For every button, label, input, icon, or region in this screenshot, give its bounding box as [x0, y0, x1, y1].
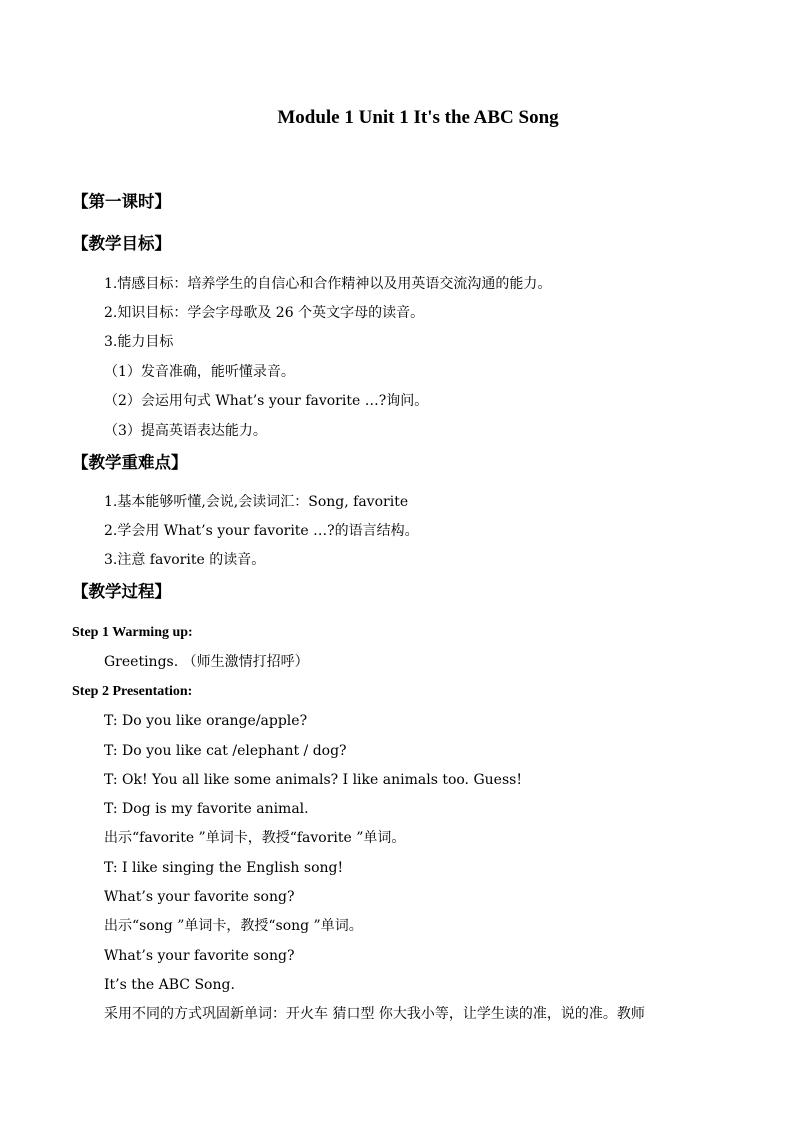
- objective-line: 3.能力目标: [104, 334, 174, 350]
- objective-line: 1.情感目标：培养学生的自信心和合作精神以及用英语交流沟通的能力。: [104, 276, 552, 292]
- step2-line: 出示“favorite ”单词卡，教授“favorite ”单词。: [104, 830, 406, 846]
- step2-line: What’s your favorite song?: [104, 948, 295, 964]
- step1-title: Step 1 Warming up:: [72, 625, 193, 640]
- objective-line: （1）发音准确，能听懂录音。: [104, 364, 295, 380]
- step2-line: It’s the ABC Song.: [104, 977, 235, 993]
- step2-line: T: I like singing the English song!: [104, 860, 344, 876]
- step2-line: What’s your favorite song?: [104, 889, 295, 905]
- document-title: Module 1 Unit 1 It's the ABC Song: [277, 107, 559, 128]
- keypoints-heading: 【教学重难点】: [72, 453, 188, 472]
- lesson-label: 【第一课时】: [72, 192, 171, 211]
- step2-line: 出示“song ”单词卡，教授“song ”单词。: [104, 918, 363, 934]
- keypoint-line: 2.学会用 What’s your favorite …?的语言结构。: [104, 523, 419, 539]
- step2-line: T: Do you like orange/apple?: [104, 713, 308, 729]
- step2-title: Step 2 Presentation:: [72, 684, 193, 699]
- objective-line: （2）会运用句式 What’s your favorite …?询问。: [104, 393, 429, 409]
- objective-line: （3）提高英语表达能力。: [104, 423, 267, 439]
- keypoint-line: 1.基本能够听懂,会说,会读词汇：Song, favorite: [104, 494, 409, 510]
- step2-line: T: Ok! You all like some animals? I like animals too. Guess!: [104, 772, 522, 788]
- objective-line: 2.知识目标：学会字母歌及 26 个英文字母的读音。: [104, 305, 425, 321]
- step2-line: 采用不同的方式巩固新单词：开火车 猜口型 你大我小等，让学生读的准，说的准。教师: [104, 1006, 645, 1022]
- objectives-heading: 【教学目标】: [72, 234, 171, 253]
- step2-line: T: Dog is my favorite animal.: [104, 801, 309, 817]
- keypoint-line: 3.注意 favorite 的读音。: [104, 552, 266, 568]
- step2-line: T: Do you like cat /elephant / dog?: [104, 743, 347, 759]
- step1-line: Greetings. （师生激情打招呼）: [104, 654, 309, 670]
- process-heading: 【教学过程】: [72, 582, 171, 601]
